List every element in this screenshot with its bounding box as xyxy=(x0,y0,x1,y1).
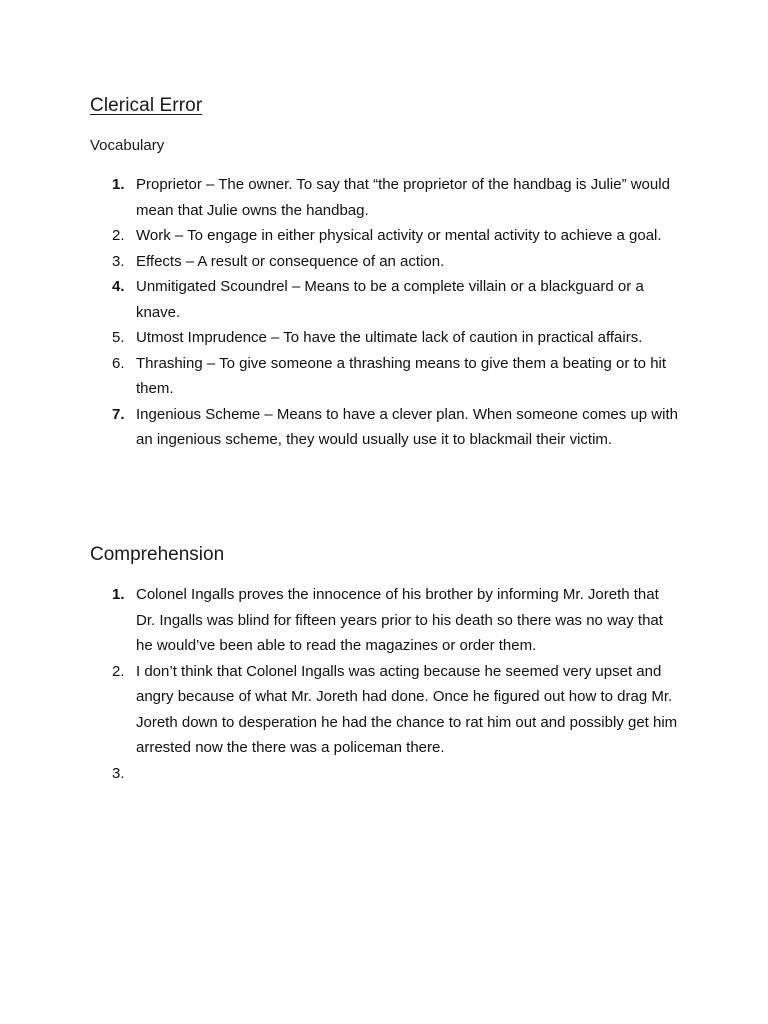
item-text: Thrashing – To give someone a thrashing means to give them a beating or to hit them. xyxy=(136,354,667,397)
item-text: Utmost Imprudence – To have the ultimate lack of caution in practical affairs. xyxy=(136,329,643,346)
comprehension-list xyxy=(0,582,768,782)
item-text: I don’t think that Colonel Ingalls was acting because he seemed very upset and angry because of what Mr. Joreth had done. Once he figured out how to drag Mr. Joreth down to desperation he had the chance to rat him out and possibly get him arrested now the there was a policeman there. xyxy=(136,662,678,756)
vocabulary-list xyxy=(0,172,768,453)
item-number: 4. xyxy=(112,278,125,295)
item-text: Proprietor – The owner. To say that “the proprietor of the handbag is Julie” would mean that Julie owns the handbag. xyxy=(136,176,670,219)
item-text: Unmitigated Scoundrel – Means to be a complete villain or a blackguard or a knave. xyxy=(136,278,644,321)
item-number: 2. xyxy=(112,227,125,244)
item-number: 6. xyxy=(112,354,125,372)
item-number: 3. xyxy=(112,764,125,782)
item-text: Ingenious Scheme – Means to have a clever plan. When someone comes up with an ingenious scheme, they would usually use it to blackmail their victim. xyxy=(136,405,678,448)
vocabulary-item xyxy=(0,172,768,223)
item-number: 3. xyxy=(112,252,125,270)
comprehension-item xyxy=(0,659,768,761)
comprehension-item xyxy=(0,582,768,659)
item-number: 1. xyxy=(112,176,125,193)
item-text: Colonel Ingalls proves the innocence of his brother by informing Mr. Joreth that Dr. Ingalls was blind for fifteen years prior to his death so there was no way that he would’ve been able to read the magazines or order them. xyxy=(136,586,663,654)
item-text: Effects – A result or consequence of an action. xyxy=(136,252,445,270)
vocabulary-item xyxy=(0,223,768,249)
document-title: Clerical Error xyxy=(90,95,203,116)
item-number: 2. xyxy=(112,662,125,680)
comprehension-heading: Comprehension xyxy=(90,544,225,565)
item-number: 5. xyxy=(112,329,125,346)
vocabulary-heading: Vocabulary xyxy=(90,137,165,154)
vocabulary-item xyxy=(0,325,768,351)
vocabulary-item xyxy=(0,249,768,275)
vocabulary-item xyxy=(0,274,768,325)
vocabulary-item xyxy=(0,402,768,453)
item-number: 7. xyxy=(112,405,125,423)
vocabulary-item xyxy=(0,351,768,402)
item-number: 1. xyxy=(112,586,125,603)
item-text: Work – To engage in either physical activity or mental activity to achieve a goal. xyxy=(136,227,662,244)
